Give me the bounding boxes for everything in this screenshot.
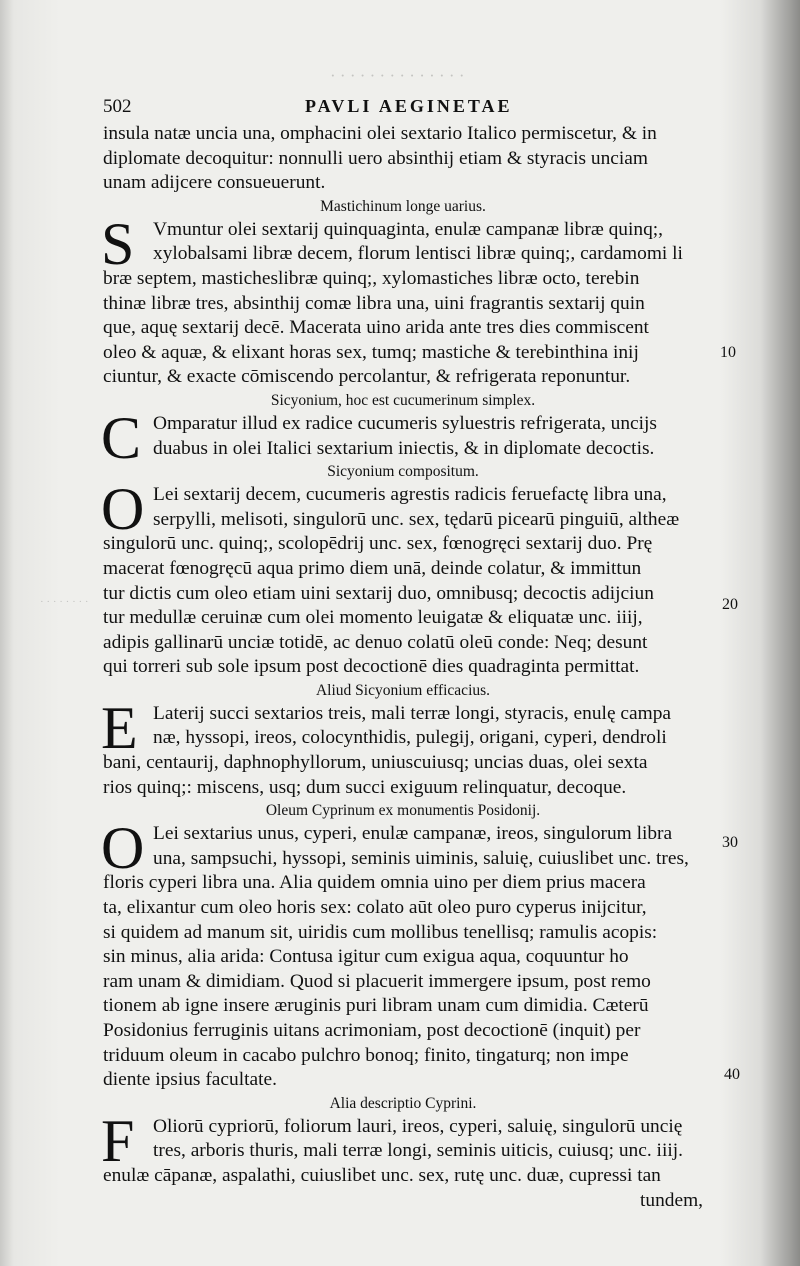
section-heading: Oleum Cyprinum ex monumentis Posidonij.: [265, 802, 541, 820]
text-line: diente ipsius facultate.: [103, 1069, 277, 1091]
paragraph: [101, 210, 723, 390]
running-title: PAVLI AEGINETAE: [305, 96, 513, 116]
text-line: rios quinq;: miscens, usq; dum succi exiguum relinquatur, decoque.: [103, 776, 627, 798]
paragraph: [101, 1107, 723, 1213]
text-line: diplomate decoquitur: nonnulli uero absinthij etiam & styracis unciam: [103, 147, 648, 169]
text-line: xylobalsami libræ decem, florum lentisci libræ quinq;, cardamomi li: [153, 243, 683, 265]
text-line: Oliorū cypriorū, foliorum lauri, ireos, cyperi, saluię, singulorū uncię: [153, 1115, 683, 1137]
section-heading: Sicyonium compositum.: [327, 463, 479, 481]
text-line: singulorū unc. quinq;, scolopēdrij unc. sex, fœnogręci sextarij duo. Prę: [103, 533, 653, 555]
text-line: oleo & aquæ, & elixant horas sex, tumq; mastiche & terebinthina inij: [103, 341, 639, 363]
section-heading: Aliud Sicyonium efficacius.: [315, 681, 491, 699]
text-line: tur dictis cum oleo etiam uini sextarij duo, omnibusq; decoctis adijciun: [103, 582, 654, 604]
drop-cap: O: [101, 815, 145, 882]
text-line: macerat fœnogręcū aqua primo diem unā, deinde colatur, & immittun: [103, 557, 642, 579]
text-line: bani, centaurij, daphnophyllorum, uniuscuiusq; uncias duas, olei sexta: [103, 752, 648, 774]
text-line: ta, elixantur cum oleo horis sex: colato aūt oleo puro cyperus inijcitur,: [103, 897, 647, 919]
text-line: adipis gallinarū unciæ totidē, ac denuo colatū oleū conde: Neq; desunt: [103, 631, 648, 653]
margin-line-number: 20: [722, 596, 738, 613]
text-line: tur medullæ ceruinæ cum olei momento leuigatæ & eliquatæ unc. iiij,: [103, 607, 643, 629]
text-line: insula natæ uncia una, omphacini olei sextario Italico permiscetur, & in: [103, 123, 657, 144]
text-line: que, aquę sextarij decē. Macerata uino arida ante tres dies commiscent: [103, 317, 649, 339]
paragraph: [101, 404, 723, 471]
text-line: tres, arboris thuris, mali terræ longi, seminis uiticis, cuiusq; unc. iiij.: [153, 1140, 683, 1162]
section-heading: Alia descriptio Cyprini.: [329, 1094, 477, 1112]
text-line: si quidem ad manum sit, uiridis cum mollibus tenellisq; ramulis acopis:: [103, 921, 658, 943]
gutter-shadow: [760, 0, 800, 1266]
show-through-text: · · · · · · · ·: [40, 596, 89, 608]
text-line: Lei sextarius unus, cyperi, enulæ campanæ, ireos, singulorum libra: [153, 823, 673, 845]
show-through-text: · · · · · · · · · · · · · ·: [330, 66, 465, 85]
paragraph: [101, 476, 723, 680]
section-heading: Sicyonium, hoc est cucumerinum simplex.: [270, 391, 536, 409]
text-line: enulæ cāpanæ, aspalathi, cuiuslibet unc. sex, rutę unc. duæ, cupressi tan: [103, 1164, 661, 1186]
text-line: duabus in olei Italici sextarium iniectis, & in diplomate decoctis.: [153, 437, 655, 459]
text-line: triduum oleum in cacabo pulchro bonoq; finito, tingaturq; non impe: [103, 1044, 629, 1066]
text-line: bræ septem, masticheslibræ quinq;, xylomastiches libræ octo, terebin: [103, 267, 640, 289]
section-heading: Mastichinum longe uarius.: [320, 197, 486, 215]
text-line: Posidonius ferruginis uitans acrimoniam, post decoctionē (inquit) per: [103, 1020, 641, 1041]
margin-line-number: 30: [722, 834, 738, 851]
text-line: qui torreri sub sole ipsum post decoctionē dies quadraginta permittat.: [103, 656, 640, 678]
text-line: tionem ab igne insere æruginis puri libram unam cum dimidia. Cæterū: [103, 995, 649, 1017]
text-line: Omparatur illud ex radice cucumeris syluestris refrigerata, uncijs: [153, 412, 657, 434]
text-line: una, sampsuchi, hyssopi, seminis uiminis, saluię, cuiuslibet unc. tres,: [153, 847, 689, 869]
running-header: [103, 96, 663, 122]
text-line: Laterij succi sextarios treis, mali terræ longi, styracis, enulę campa: [153, 702, 671, 724]
text-line: Vmuntur olei sextarij quinquaginta, enulæ campanæ libræ quinq;,: [153, 218, 663, 240]
drop-cap: C: [101, 404, 142, 471]
paragraph: [103, 122, 723, 196]
text-line: sin minus, alia arida: Contusa igitur cum exigua aqua, coquuntur ho: [103, 946, 629, 968]
text-line: tundem,: [639, 1189, 703, 1211]
drop-cap: F: [101, 1107, 135, 1174]
page-number: 502: [103, 96, 132, 117]
margin-line-number: 10: [720, 344, 736, 361]
drop-cap: O: [101, 476, 145, 543]
text-line: floris cyperi libra una. Alia quidem omnia uino per diem prius macera: [103, 872, 646, 894]
text-line: næ, hyssopi, ireos, colocynthidis, pulegij, origani, cyperi, dendroli: [153, 727, 667, 749]
text-line: Lei sextarij decem, cucumeris agrestis radicis feruefactę libra una,: [153, 484, 667, 506]
text-line: thinæ libræ tres, absinthij comæ libra una, uini fragrantis sextarij quin: [103, 292, 645, 314]
main-text: [103, 122, 723, 1213]
drop-cap: S: [101, 210, 135, 277]
text-line: serpylli, melisoti, singulorū unc. sex, tędarū picearū pinguiū, altheæ: [153, 508, 680, 530]
paragraph: [101, 815, 723, 1093]
text-line: unam adijcere consueuerunt.: [103, 172, 326, 194]
drop-cap: E: [101, 694, 138, 761]
margin-line-number: 40: [724, 1066, 740, 1083]
paragraph: [101, 694, 723, 800]
text-line: ram unam & dimidiam. Quod si placuerit immergere ipsum, post remo: [103, 970, 651, 992]
text-line: ciuntur, & exacte cōmiscendo percolantur, & refrigerata reponuntur.: [103, 366, 631, 388]
